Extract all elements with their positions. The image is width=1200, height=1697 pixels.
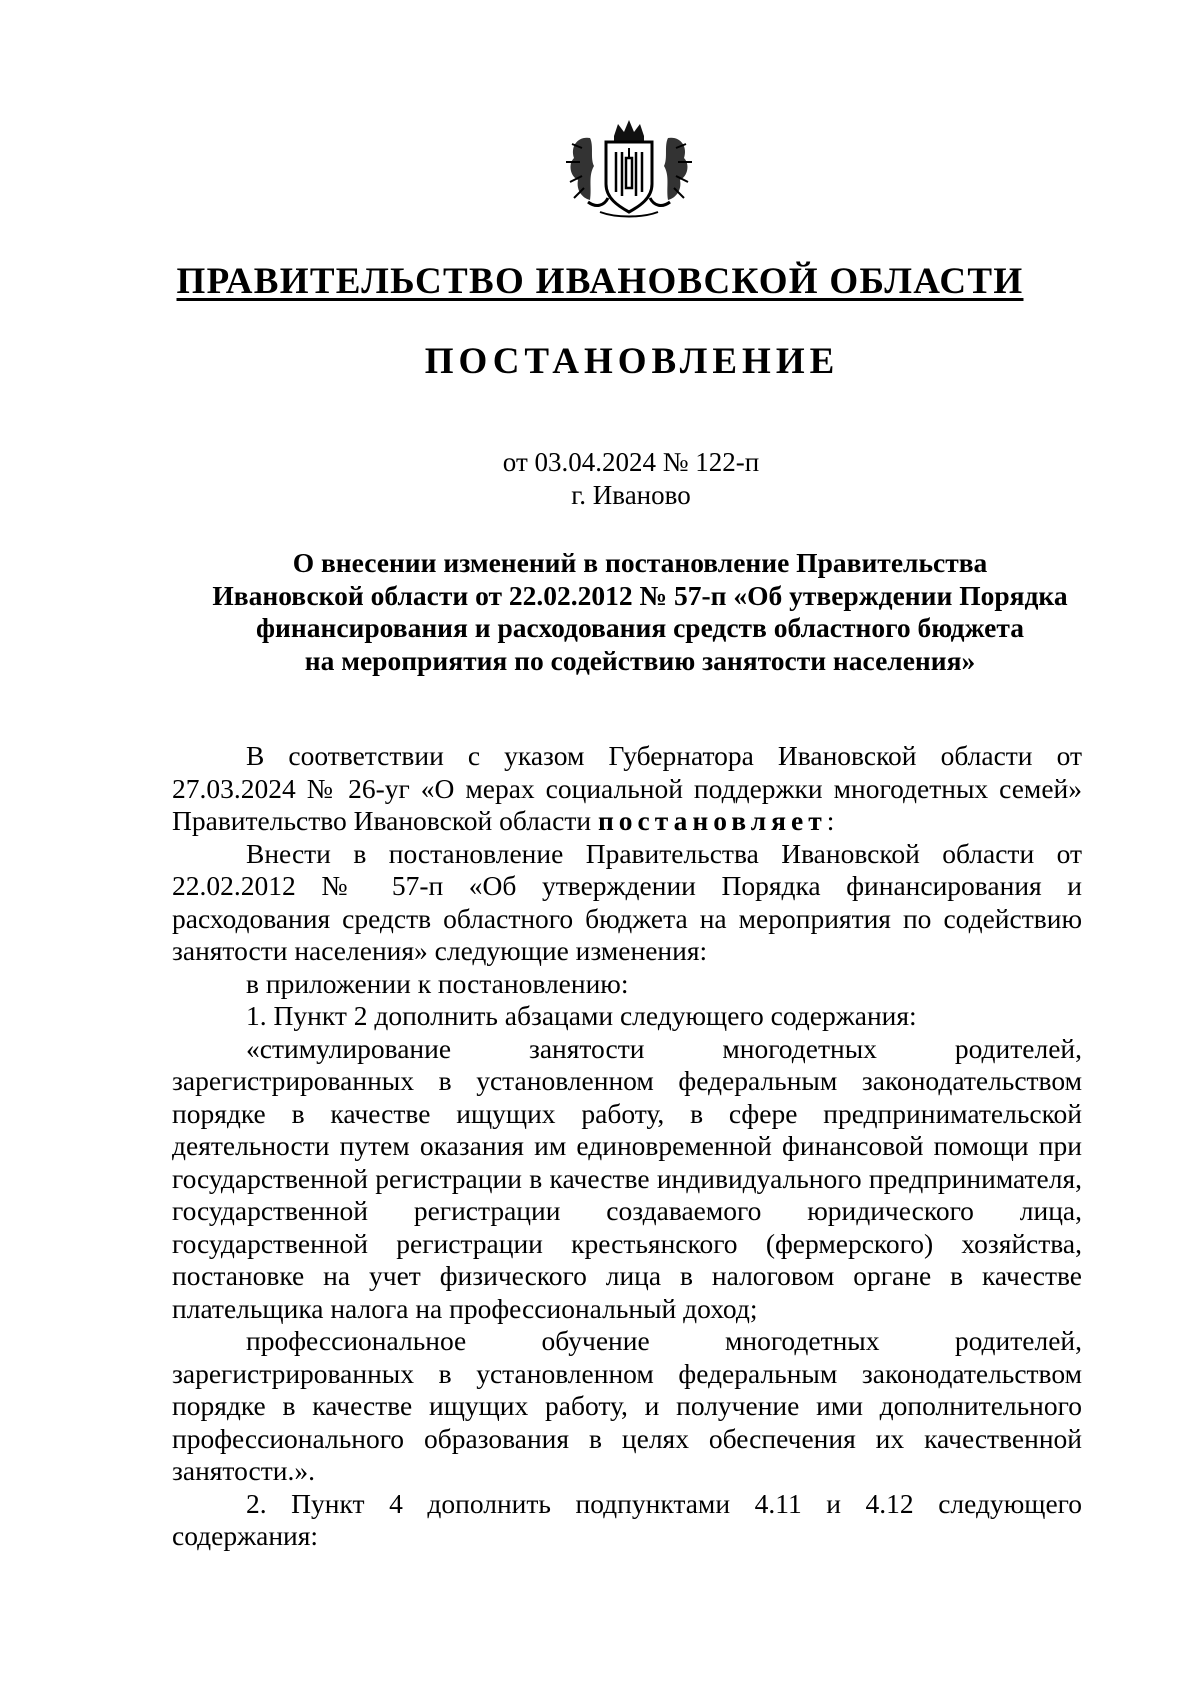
document-body xyxy=(172,740,1082,1553)
subject-line: Ивановской области от 22.02.2012 № 57-п «Об утверждении Порядка xyxy=(212,579,1068,611)
government-title-text: ПРАВИТЕЛЬСТВО ИВАНОВСКОЙ ОБЛАСТИ xyxy=(176,261,1024,302)
subject-line: О внесении изменений в постановление Правительства xyxy=(292,547,988,578)
preamble-end: : xyxy=(826,805,835,836)
preamble-paragraph xyxy=(172,740,1082,838)
government-title xyxy=(0,259,1200,305)
resolves-keyword: постановляет xyxy=(597,805,827,836)
ivanovo-coat-of-arms-icon xyxy=(560,118,698,218)
body-paragraph: 1. Пункт 2 дополнить абзацами следующего содержания: xyxy=(246,1000,917,1031)
subject-line: на мероприятия по содействию занятости населения» xyxy=(304,644,976,676)
body-paragraph: «стимулирование занятости многодетных родителей, зарегистрированных в установленном федеральным законодательством порядке в качестве ищущих работу, в сфере предпринимательской деятельности путем оказания им единовременной финансовой помощи при государственной регистрации в качестве индивидуального предпринимателя, государственной регистрации создаваемого юридического лица, государственной регистрации крестьянского (фермерского) хозяйства, постановке на учет физического лица в налоговом органе в качестве плательщика налога на профессиональный доход; xyxy=(172,1032,1082,1324)
body-paragraph: профессиональное обучение многодетных родителей, зарегистрированных в установленном федеральным законодательством порядке в качестве ищущих работу, и получение ими дополнительного профессионального образования в целях обеспечения их качественной занятости.». xyxy=(172,1325,1082,1486)
document-subject xyxy=(160,547,1120,677)
document-date-number: от 03.04.2024 № 122-п xyxy=(502,447,760,477)
body-paragraph: Внести в постановление Правительства Ивановской области от 22.02.2012 № 57-п «Об утверждении Порядка финансирования и расходования средств областного бюджета на мероприятия по содействию занятости населения» следующие изменения: xyxy=(172,837,1082,966)
preamble-text: В соответствии с указом Губернатора Ивановской области от 27.03.2024 № 26-уг «О мерах социальной поддержки многодетных семей» Правительство Ивановской области xyxy=(172,740,1082,836)
document-city: г. Иваново xyxy=(571,480,691,510)
subject-line: финансирования и расходования средств областного бюджета xyxy=(256,612,1024,643)
document-type: ПОСТАНОВЛЕНИЕ xyxy=(424,341,840,382)
body-paragraph: 2. Пункт 4 дополнить подпунктами 4.11 и 4.12 следующего содержания: xyxy=(172,1487,1082,1551)
body-paragraph: в приложении к постановлению: xyxy=(246,967,629,999)
